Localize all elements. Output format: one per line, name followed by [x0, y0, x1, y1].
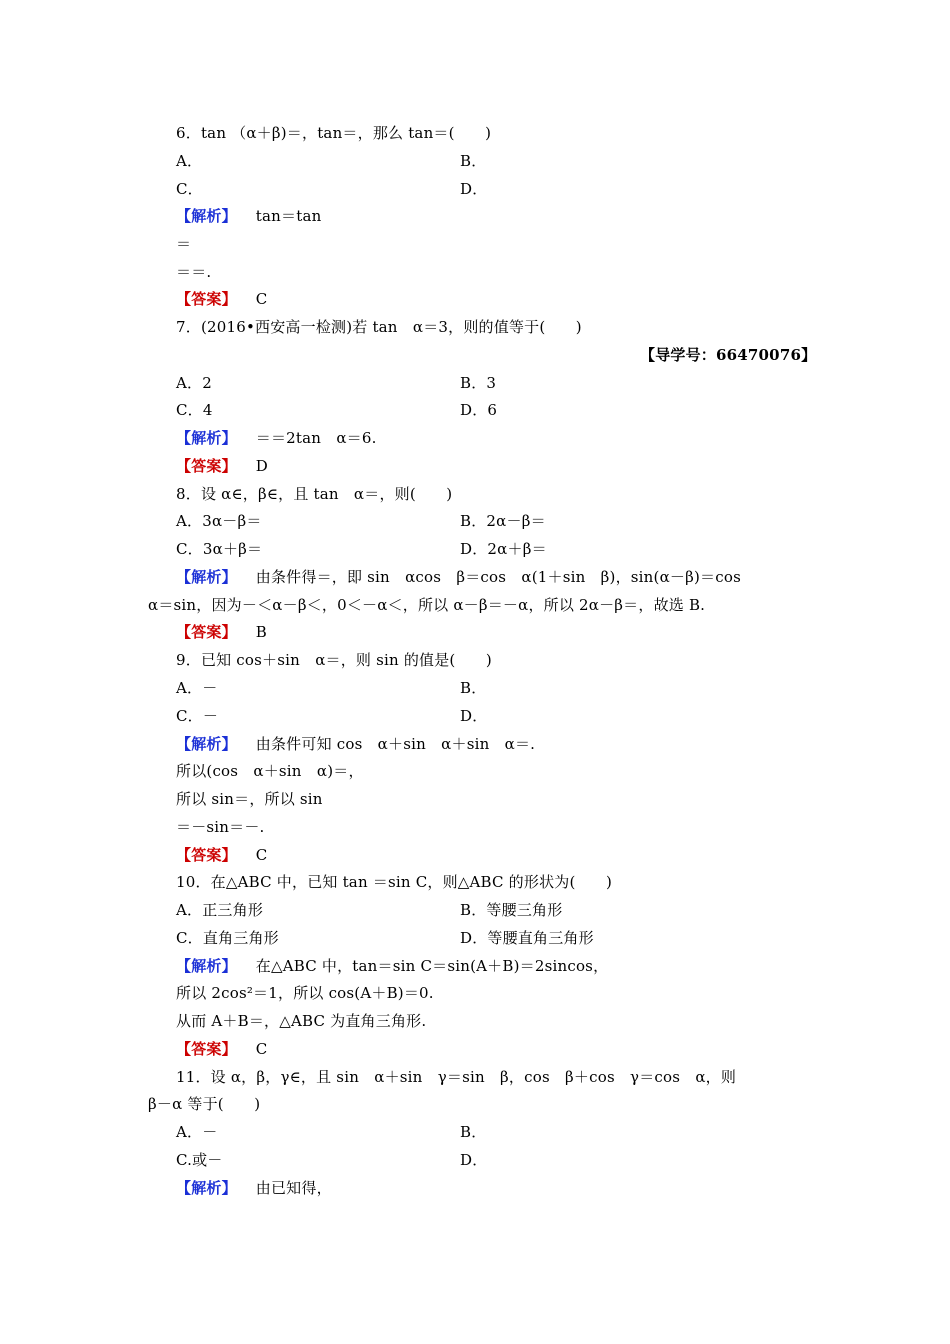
- q10-analysis-line3: 从而 A＋B＝，△ABC 为直角三角形.: [176, 1012, 427, 1030]
- q11-analysis: [176, 1178, 332, 1198]
- q8-analysis-line2: α＝sin，因为－＜α－β＜，0＜－α＜，所以 α－β＝－α，所以 2α－β＝，故选 B.: [148, 596, 706, 614]
- q11-analysis-label: 【解析】: [176, 1179, 237, 1197]
- q10-option-d: D．等腰直角三角形: [460, 929, 594, 947]
- q9-answer-label: 【答案】: [176, 846, 237, 864]
- q7-option-d: D．6: [460, 401, 498, 419]
- q9-answer: [176, 845, 267, 865]
- q11-option-c: C.或－: [176, 1151, 223, 1169]
- q8-analysis-label: 【解析】: [176, 568, 237, 586]
- q6-option-c: C．: [176, 180, 203, 198]
- q8-option-c: C．3α＋β＝: [176, 540, 263, 558]
- q9-analysis-text: 由条件可知 cos α＋sin α＋sin α＝.: [255, 735, 536, 753]
- q10-option-c: C．直角三角形: [176, 929, 279, 947]
- q8-answer-value: B: [255, 623, 268, 641]
- q11-analysis-text: 由已知得，: [255, 1179, 332, 1197]
- q7-analysis-text: ＝＝2tan α＝6.: [255, 429, 377, 447]
- q6-analysis: [176, 206, 321, 226]
- q7-guide-number: 【导学号：66470076】: [640, 346, 817, 364]
- q9-option-c: C．－: [176, 707, 219, 725]
- q8-analysis: [176, 567, 741, 587]
- q6-answer: [176, 289, 267, 309]
- q11-stem-line2: β－α 等于( ): [148, 1095, 261, 1113]
- q8-option-a: A．3α－β＝: [176, 512, 262, 530]
- q7-answer-value: D: [255, 457, 269, 475]
- q9-analysis-line2: 所以(cos α＋sin α)＝，: [176, 762, 364, 780]
- q9-analysis-label: 【解析】: [176, 735, 237, 753]
- q8-option-d: D．2α＋β＝: [460, 540, 547, 558]
- q10-analysis-text: 在△ABC 中，tan＝sin C＝sin(A＋B)＝2sincos，: [255, 957, 609, 975]
- q9-analysis-line4: ＝－sin＝－.: [176, 818, 265, 836]
- q9-stem: 9．已知 cos＋sin α＝，则 sin 的值是( ): [176, 651, 492, 669]
- q9-option-d: D．: [460, 707, 488, 725]
- q8-answer: [176, 622, 267, 642]
- q7-stem: 7．(2016•西安高一检测)若 tan α＝3，则的值等于( ): [176, 318, 582, 336]
- q6-stem: 6．tan （α＋β)＝，tan＝，那么 tan＝( ): [176, 124, 492, 142]
- q6-analysis-line2: ＝: [176, 235, 192, 253]
- q6-answer-label: 【答案】: [176, 290, 237, 308]
- q10-option-b: B．等腰三角形: [460, 901, 563, 919]
- q6-answer-value: C: [255, 290, 268, 308]
- q11-option-a: A．－: [176, 1123, 218, 1141]
- q9-analysis-line3: 所以 sin＝，所以 sin: [176, 790, 323, 808]
- q8-stem: 8．设 α∈，β∈，且 tan α＝，则( ): [176, 485, 453, 503]
- q7-analysis: [176, 428, 377, 448]
- q9-answer-value: C: [255, 846, 268, 864]
- q10-option-a: A．正三角形: [176, 901, 264, 919]
- q6-option-a: A．: [176, 152, 203, 170]
- q10-answer-value: C: [255, 1040, 268, 1058]
- q6-analysis-label: 【解析】: [176, 207, 237, 225]
- q11-option-d: D．: [460, 1151, 488, 1169]
- q10-answer-label: 【答案】: [176, 1040, 237, 1058]
- q9-option-b: B．: [460, 679, 487, 697]
- q6-analysis-text: tan＝tan: [255, 207, 322, 225]
- q11-option-b: B．: [460, 1123, 487, 1141]
- q8-option-b: B．2α－β＝: [460, 512, 546, 530]
- q11-stem: 11．设 α，β，γ∈，且 sin α＋sin γ＝sin β，cos β＋cos γ＝cos α，则: [176, 1068, 737, 1086]
- q6-analysis-line3: ＝＝.: [176, 263, 212, 281]
- q8-answer-label: 【答案】: [176, 623, 237, 641]
- q9-analysis: [176, 734, 535, 754]
- q7-analysis-label: 【解析】: [176, 429, 237, 447]
- q10-analysis-line2: 所以 2cos²＝1，所以 cos(A＋B)＝0.: [176, 984, 434, 1002]
- q10-answer: [176, 1039, 267, 1059]
- q7-answer-label: 【答案】: [176, 457, 237, 475]
- q8-analysis-text: 由条件得＝，即 sin αcos β＝cos α(1＋sin β)，sin(α－β)＝cos: [255, 568, 741, 586]
- q7-option-a: A．2: [176, 374, 212, 392]
- q9-option-a: A．－: [176, 679, 218, 697]
- q7-option-b: B．3: [460, 374, 497, 392]
- q7-answer: [176, 456, 268, 476]
- q10-analysis: [176, 956, 608, 976]
- q6-option-b: B．: [460, 152, 487, 170]
- q10-stem: 10．在△ABC 中，已知 tan ＝sin C，则△ABC 的形状为( ): [176, 873, 612, 891]
- q7-option-c: C．4: [176, 401, 213, 419]
- q10-analysis-label: 【解析】: [176, 957, 237, 975]
- q6-option-d: D．: [460, 180, 488, 198]
